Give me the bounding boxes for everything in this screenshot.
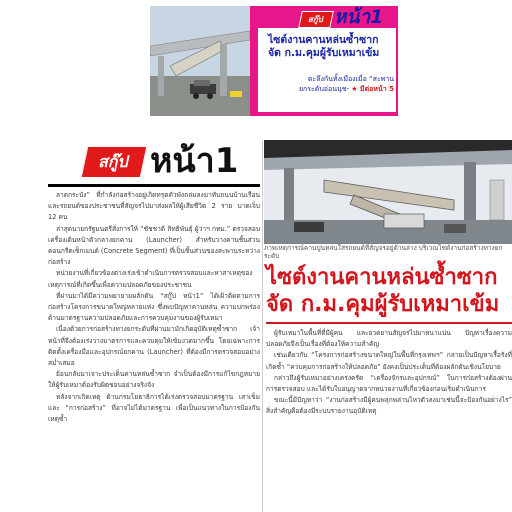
paragraph: กล่าวถึงผู้รับเหมาอย่างเคร่งครัด “เครื่องจักรและอุปกรณ์” ในการก่อสร้างต้องผ่านการตรวจสอบ และได้รับใบอนุญาตจากหน่วยงานที่เกี่ยวข้องก่อนเริ่มดำเนินการ (266, 373, 512, 394)
banner-headline-line1: ไซต์งานคานหล่นซ้ำซาก (268, 34, 379, 46)
paragraph: เนื่องด้วยการก่อสร้างทางยกระดับที่ผ่านมามักเกิดอุบัติเหตุซ้ำซาก เจ้าหน้าที่จึงต้องเร่งวางมาตรการและควบคุมให้เข้มงวดมากขึ้น โดยเฉพาะการติดตั้งเครื่องมือและอุปกรณ์ยกคาน (Launcher) ที่ต้องมีการตรวจสอบอย่างสม่ำเสมอ (48, 325, 260, 368)
column-badge-page: หน้า1 (150, 141, 239, 181)
article-right-column (266, 328, 512, 512)
paragraph: ลาดกระบัง” ที่กำลังก่อสร้างอยู่เกิดทรุดตัวพังถล่มลงมาทับถนนบ้านเรือน และรถยนต์ของประชาชนที่สัญจรไปมาส่งผลให้ผู้เสียชีวิต 2 ราย บาดเจ็บ 12 คน (48, 191, 260, 222)
banner-subtitle (260, 74, 394, 94)
column-badge-rule (48, 184, 260, 187)
column-badge-word: สกู๊ป (81, 146, 148, 178)
article-headline-line2: จัด ก.ม.คุมผู้รับเหมาเข้ม (266, 292, 500, 317)
accident-scene-image (264, 140, 512, 244)
banner-badge-word: สกู๊ป (298, 11, 334, 28)
news-photo (264, 140, 512, 244)
banner-headline (268, 34, 398, 60)
top-banner (150, 6, 398, 116)
paragraph: หน่วยงานที่เกี่ยวข้องต่างเร่งเข้าดำเนินการตรวจสอบและหาสาเหตุของเหตุการณ์ที่เกิดขึ้นเพื่อความปลอดภัยของประชาชน (48, 269, 253, 289)
paragraph: ล่าสุดนายกรัฐมนตรีสั่งการให้ “ชัชชาติ สิทธิพันธุ์ ผู้ว่าฯ กทม.” ตรวจสอบเครื่องเดินหน้าตัวกลางยกคาน (Launcher) สำหรับวางคานชิ้นส่วนคอนกรีตเซ็กเมนต์ (Concrete Segment) ที่เป็นชิ้นส่วนของสะพานระหว่างก่อสร้าง (48, 224, 260, 267)
column-badge (84, 140, 264, 184)
banner-headline-line2: จัด ก.ม.คุมผู้รับเหมาเข้ม (268, 47, 380, 59)
paragraph: ย้อนกลับมาเจาะประเด็นคานหล่นซ้ำซาก จำเป็นต้องมีการแก้ไขกฎหมายให้ผู้รับเหมาต้องรับผิดชอบอย่างจริงจัง (48, 370, 260, 390)
collapsed-bridge-image (150, 6, 250, 116)
banner-subtitle-line1: ตะลึงกันทั้งเมืองเมื่อ “สะพาน (307, 75, 394, 83)
banner-photo (150, 6, 250, 116)
photo-caption: ภาพเหตุการณ์คานปูนหล่นใส่รถยนต์ที่สัญจรอยู่ด้านล่าง บริเวณไซต์งานก่อสร้างทางยกระดับ (264, 244, 503, 260)
article-headline (266, 264, 512, 318)
paragraph: เช่นเดียวกับ “โครงการก่อสร้างขนาดใหญ่ในพื้นที่กรุงเทพฯ” กลายเป็นปัญหาเรื้อรังที่เกิดซ้ำ “ควบคุมการก่อสร้างให้ปลอดภัย” ยังคงเป็นประเด็นที่ต้องผลักดันเชิงนโยบาย (266, 351, 512, 371)
paragraph: ที่ผ่านมาได้มีความพยายามผลักดัน “สกู๊ป หน้า1” ได้เฝ้าติดตามการก่อสร้างโครงการขนาดใหญ่หลายแห่ง ซึ่งพบปัญหาคานหล่น ความบกพร่องด้านมาตรฐานความปลอดภัยและการควบคุมงานของผู้รับเหมา (48, 291, 260, 323)
banner-badge-page: หน้า1 (334, 6, 384, 28)
article-headline-line1: ไซต์งานคานหล่นซ้ำซาก (266, 265, 498, 290)
paragraph: ขณะนี้มีปัญหาว่า “งานก่อสร้างมีผู้คนพลุกพล่านไหวตัวลงมาเช่นนี้จะป้องกันอย่างไร” สิ่งสำคัญคือต้องมีระบบรายงานอุบัติเหตุ (266, 396, 512, 416)
paragraph: ผู้รับเหมาในพื้นที่ที่มีผู้คน และยวดยานสัญจรไปมาหนาแน่น ปัญหาเรื่องความปลอดภัยจึงเป็นเรื่องที่ต้องให้ความสำคัญ (266, 329, 512, 349)
headline-rule (266, 322, 512, 324)
banner-subtitle-line2: ยกระดับอ่อนนุช- (298, 85, 350, 93)
column-divider (262, 140, 263, 512)
paragraph: หลังจากเกิดเหตุ ด้านกรมโยธาธิการได้เร่งตรวจสอบมาตรฐาน เสาเข็มและ “การก่อสร้าง” ที่อาจไม่ได้มาตรฐาน เพื่อเป็นแนวทางในการป้องกันเหตุซ้ำ (48, 392, 260, 424)
article-left-column (48, 190, 260, 512)
banner-continued-ref: ★ มีต่อหน้า 5 (351, 85, 394, 93)
banner-badge (300, 6, 396, 28)
